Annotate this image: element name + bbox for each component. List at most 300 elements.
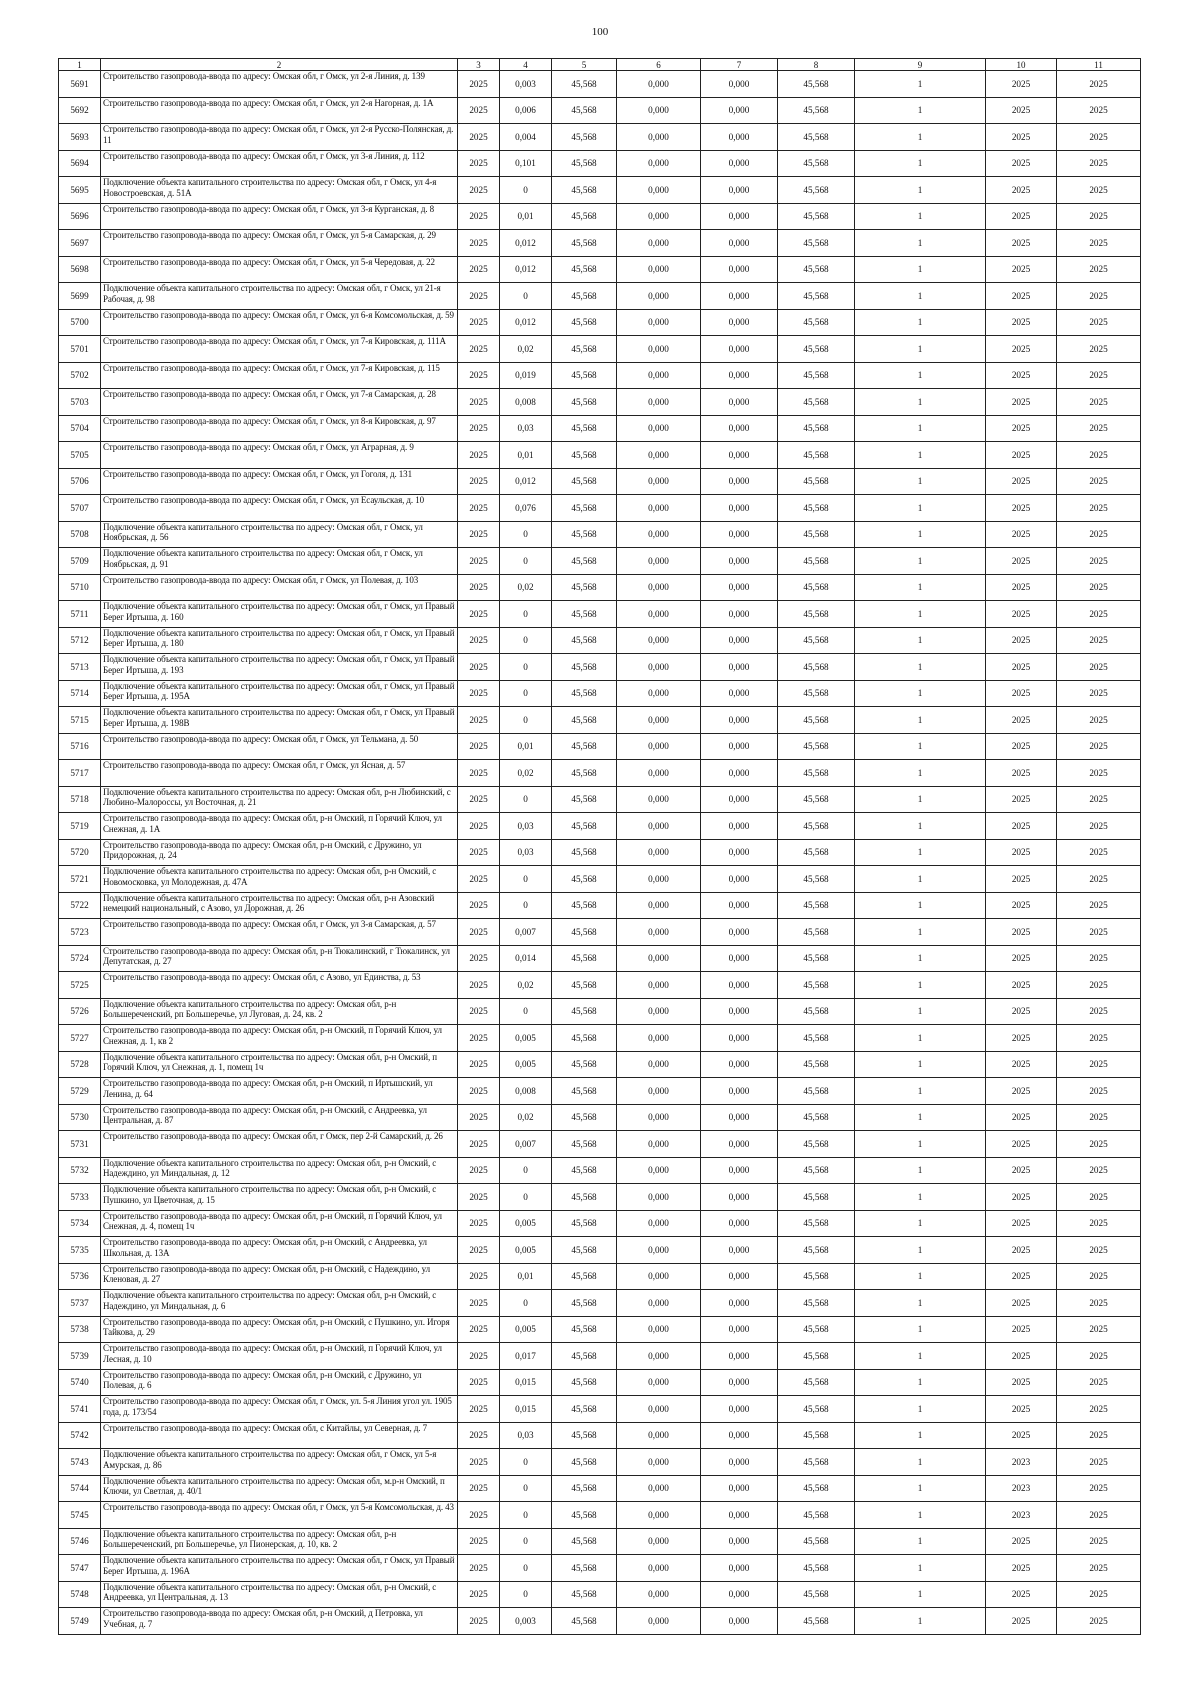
cell-year: 2025: [458, 839, 500, 866]
column-header-6: 6: [617, 59, 701, 71]
cell-cost-col-7: 0,000: [701, 892, 778, 919]
cell-description: Строительство газопровода-ввода по адресу: Омская обл, г Омск, ул 2-я Линия, д. 139: [101, 71, 458, 98]
cell-row-number: 5739: [59, 1343, 101, 1370]
column-header-10: 10: [986, 59, 1057, 71]
cell-cost-col-7: 0,000: [701, 945, 778, 972]
cell-cost-col-7: 0,000: [701, 71, 778, 98]
cell-cost-total: 45,568: [552, 945, 617, 972]
cell-description: Подключение объекта капитального строительства по адресу: Омская обл, р-н Омский, с Надеждино, ул Миндальная, д. 12: [101, 1157, 458, 1184]
cell-start-year: 2025: [986, 495, 1057, 522]
table-row: [59, 1078, 1141, 1105]
cell-year: 2025: [458, 389, 500, 416]
cell-end-year: 2025: [1057, 203, 1141, 230]
cell-cost-col-8: 45,568: [778, 283, 855, 310]
table-row: [59, 362, 1141, 389]
cell-quantity: 1: [855, 1528, 986, 1555]
cell-description: Подключение объекта капитального строительства по адресу: Омская обл, г Омск, ул Правый Берег Иртыша, д. 180: [101, 627, 458, 654]
cell-length: 0,008: [500, 1078, 552, 1105]
cell-start-year: 2025: [986, 389, 1057, 416]
cell-cost-total: 45,568: [552, 256, 617, 283]
cell-description: Подключение объекта капитального строительства по адресу: Омская обл, г Омск, ул Ноябрьская, д. 56: [101, 521, 458, 548]
cell-row-number: 5722: [59, 892, 101, 919]
cell-row-number: 5702: [59, 362, 101, 389]
table-row: [59, 124, 1141, 151]
cell-year: 2025: [458, 1422, 500, 1449]
cell-start-year: 2025: [986, 1025, 1057, 1052]
cell-row-number: 5747: [59, 1555, 101, 1582]
table-row: [59, 548, 1141, 575]
cell-length: 0,007: [500, 1131, 552, 1158]
cell-cost-col-7: 0,000: [701, 1475, 778, 1502]
cell-row-number: 5715: [59, 707, 101, 734]
cell-description: Строительство газопровода-ввода по адресу: Омская обл, г Омск, ул Полевая, д. 103: [101, 574, 458, 601]
cell-quantity: 1: [855, 1210, 986, 1237]
cell-length: 0: [500, 1502, 552, 1529]
cell-description: Строительство газопровода-ввода по адресу: Омская обл, р-н Омский, п Горячий Ключ, ул Лесная, д. 10: [101, 1343, 458, 1370]
cell-cost-col-8: 45,568: [778, 1316, 855, 1343]
cell-start-year: 2025: [986, 1237, 1057, 1264]
cell-row-number: 5710: [59, 574, 101, 601]
cell-quantity: 1: [855, 230, 986, 257]
cell-start-year: 2025: [986, 124, 1057, 151]
table-row: [59, 1316, 1141, 1343]
cell-year: 2025: [458, 945, 500, 972]
cell-cost-col-8: 45,568: [778, 177, 855, 204]
cell-quantity: 1: [855, 283, 986, 310]
cell-row-number: 5741: [59, 1396, 101, 1423]
cell-year: 2025: [458, 71, 500, 98]
cell-cost-col-7: 0,000: [701, 1396, 778, 1423]
cell-cost-col-6: 0,000: [617, 998, 701, 1025]
cell-cost-col-8: 45,568: [778, 1025, 855, 1052]
cell-start-year: 2025: [986, 919, 1057, 946]
cell-cost-col-7: 0,000: [701, 389, 778, 416]
cell-quantity: 1: [855, 1184, 986, 1211]
cell-row-number: 5723: [59, 919, 101, 946]
cell-cost-total: 45,568: [552, 998, 617, 1025]
table-row: [59, 415, 1141, 442]
cell-cost-col-6: 0,000: [617, 1343, 701, 1370]
cell-length: 0,03: [500, 839, 552, 866]
cell-cost-col-7: 0,000: [701, 1343, 778, 1370]
cell-row-number: 5721: [59, 866, 101, 893]
cell-cost-col-7: 0,000: [701, 203, 778, 230]
cell-cost-col-8: 45,568: [778, 760, 855, 787]
cell-year: 2025: [458, 1555, 500, 1582]
cell-length: 0,007: [500, 919, 552, 946]
cell-cost-col-6: 0,000: [617, 521, 701, 548]
cell-start-year: 2025: [986, 1369, 1057, 1396]
table-row: [59, 1369, 1141, 1396]
cell-year: 2025: [458, 495, 500, 522]
cell-row-number: 5693: [59, 124, 101, 151]
cell-cost-col-6: 0,000: [617, 1131, 701, 1158]
cell-year: 2025: [458, 1502, 500, 1529]
table-row: [59, 574, 1141, 601]
cell-cost-col-8: 45,568: [778, 813, 855, 840]
cell-cost-total: 45,568: [552, 150, 617, 177]
cell-cost-col-7: 0,000: [701, 654, 778, 681]
cell-cost-total: 45,568: [552, 415, 617, 442]
cell-start-year: 2025: [986, 177, 1057, 204]
cell-description: Подключение объекта капитального строительства по адресу: Омская обл, г Омск, ул Правый Берег Иртыша, д. 196А: [101, 1555, 458, 1582]
cell-cost-col-6: 0,000: [617, 495, 701, 522]
cell-end-year: 2025: [1057, 124, 1141, 151]
cell-start-year: 2023: [986, 1475, 1057, 1502]
cell-row-number: 5727: [59, 1025, 101, 1052]
cell-description: Подключение объекта капитального строительства по адресу: Омская обл, г Омск, ул Правый Берег Иртыша, д. 198В: [101, 707, 458, 734]
cell-length: 0,003: [500, 71, 552, 98]
cell-cost-total: 45,568: [552, 283, 617, 310]
cell-quantity: 1: [855, 1290, 986, 1317]
cell-cost-col-6: 0,000: [617, 203, 701, 230]
cell-quantity: 1: [855, 1422, 986, 1449]
cell-start-year: 2025: [986, 468, 1057, 495]
cell-start-year: 2025: [986, 1343, 1057, 1370]
cell-row-number: 5704: [59, 415, 101, 442]
cell-end-year: 2025: [1057, 680, 1141, 707]
table-row: [59, 1290, 1141, 1317]
cell-length: 0: [500, 1475, 552, 1502]
cell-quantity: 1: [855, 1131, 986, 1158]
table-row: [59, 998, 1141, 1025]
cell-cost-total: 45,568: [552, 760, 617, 787]
table-row: [59, 892, 1141, 919]
cell-row-number: 5738: [59, 1316, 101, 1343]
cell-quantity: 1: [855, 1555, 986, 1582]
cell-year: 2025: [458, 680, 500, 707]
cell-year: 2025: [458, 1131, 500, 1158]
cell-cost-col-6: 0,000: [617, 1449, 701, 1476]
cell-description: Строительство газопровода-ввода по адресу: Омская обл, р-н Омский, с Пушкино, ул. Игоря Тайкова, д. 29: [101, 1316, 458, 1343]
cell-cost-col-8: 45,568: [778, 442, 855, 469]
cell-row-number: 5691: [59, 71, 101, 98]
cell-row-number: 5720: [59, 839, 101, 866]
cell-start-year: 2025: [986, 336, 1057, 363]
cell-end-year: 2025: [1057, 97, 1141, 124]
cell-start-year: 2025: [986, 1131, 1057, 1158]
cell-cost-col-7: 0,000: [701, 1316, 778, 1343]
cell-cost-col-7: 0,000: [701, 1184, 778, 1211]
table-row: [59, 1555, 1141, 1582]
table-body: [59, 71, 1141, 1635]
cell-cost-col-8: 45,568: [778, 627, 855, 654]
cell-end-year: 2025: [1057, 786, 1141, 813]
cell-start-year: 2025: [986, 97, 1057, 124]
cell-end-year: 2025: [1057, 1449, 1141, 1476]
cell-cost-col-7: 0,000: [701, 601, 778, 628]
cell-length: 0,005: [500, 1237, 552, 1264]
cell-cost-total: 45,568: [552, 654, 617, 681]
cell-cost-total: 45,568: [552, 1422, 617, 1449]
cell-year: 2025: [458, 177, 500, 204]
cell-end-year: 2025: [1057, 389, 1141, 416]
cell-cost-col-6: 0,000: [617, 362, 701, 389]
cell-description: Строительство газопровода-ввода по адресу: Омская обл, г Омск, ул Есаульская, д. 10: [101, 495, 458, 522]
cell-cost-col-8: 45,568: [778, 336, 855, 363]
table-row: [59, 97, 1141, 124]
cell-cost-total: 45,568: [552, 177, 617, 204]
cell-length: 0,012: [500, 468, 552, 495]
cell-cost-col-6: 0,000: [617, 1237, 701, 1264]
column-header-7: 7: [701, 59, 778, 71]
cell-row-number: 5713: [59, 654, 101, 681]
table-row: [59, 707, 1141, 734]
cell-description: Строительство газопровода-ввода по адресу: Омская обл, р-н Омский, с Андреевка, ул Школьная, д. 13А: [101, 1237, 458, 1264]
cell-length: 0: [500, 866, 552, 893]
cell-start-year: 2025: [986, 813, 1057, 840]
cell-year: 2025: [458, 1184, 500, 1211]
cell-cost-col-8: 45,568: [778, 415, 855, 442]
cell-end-year: 2025: [1057, 230, 1141, 257]
cell-start-year: 2025: [986, 627, 1057, 654]
column-header-1: 1: [59, 59, 101, 71]
cell-end-year: 2025: [1057, 1581, 1141, 1608]
cell-description: Строительство газопровода-ввода по адресу: Омская обл, г Омск, пер 2-й Самарский, д. 26: [101, 1131, 458, 1158]
cell-end-year: 2025: [1057, 760, 1141, 787]
cell-cost-col-7: 0,000: [701, 362, 778, 389]
cell-cost-total: 45,568: [552, 1237, 617, 1264]
cell-end-year: 2025: [1057, 574, 1141, 601]
cell-row-number: 5744: [59, 1475, 101, 1502]
table-row: [59, 1528, 1141, 1555]
cell-row-number: 5737: [59, 1290, 101, 1317]
cell-cost-col-8: 45,568: [778, 1210, 855, 1237]
table-row: [59, 389, 1141, 416]
cell-length: 0,076: [500, 495, 552, 522]
table-row: [59, 495, 1141, 522]
cell-cost-col-8: 45,568: [778, 1528, 855, 1555]
cell-length: 0,014: [500, 945, 552, 972]
cell-cost-col-6: 0,000: [617, 1369, 701, 1396]
cell-quantity: 1: [855, 548, 986, 575]
cell-start-year: 2025: [986, 521, 1057, 548]
cell-description: Подключение объекта капитального строительства по адресу: Омская обл, р-н Омский, п Горячий Ключ, ул Снежная, д. 1, помещ 1ч: [101, 1051, 458, 1078]
cell-cost-col-8: 45,568: [778, 1104, 855, 1131]
cell-end-year: 2025: [1057, 362, 1141, 389]
cell-cost-col-6: 0,000: [617, 1157, 701, 1184]
cell-cost-col-8: 45,568: [778, 574, 855, 601]
cell-year: 2025: [458, 124, 500, 151]
cell-start-year: 2025: [986, 786, 1057, 813]
cell-cost-total: 45,568: [552, 548, 617, 575]
cell-year: 2025: [458, 919, 500, 946]
cell-cost-col-7: 0,000: [701, 574, 778, 601]
cell-cost-total: 45,568: [552, 839, 617, 866]
table-row: [59, 336, 1141, 363]
cell-row-number: 5714: [59, 680, 101, 707]
cell-end-year: 2025: [1057, 150, 1141, 177]
cell-cost-col-6: 0,000: [617, 150, 701, 177]
cell-year: 2025: [458, 1608, 500, 1635]
cell-row-number: 5745: [59, 1502, 101, 1529]
cell-row-number: 5740: [59, 1369, 101, 1396]
cell-cost-total: 45,568: [552, 1502, 617, 1529]
cell-cost-col-7: 0,000: [701, 97, 778, 124]
cell-quantity: 1: [855, 866, 986, 893]
cell-start-year: 2025: [986, 707, 1057, 734]
cell-cost-col-7: 0,000: [701, 177, 778, 204]
cell-row-number: 5711: [59, 601, 101, 628]
cell-start-year: 2025: [986, 839, 1057, 866]
cell-cost-col-7: 0,000: [701, 839, 778, 866]
cell-end-year: 2025: [1057, 1210, 1141, 1237]
column-header-9: 9: [855, 59, 986, 71]
cell-year: 2025: [458, 627, 500, 654]
cell-cost-col-6: 0,000: [617, 1078, 701, 1105]
cell-year: 2025: [458, 1237, 500, 1264]
cell-length: 0,03: [500, 415, 552, 442]
table-row: [59, 733, 1141, 760]
cell-quantity: 1: [855, 733, 986, 760]
cell-length: 0,02: [500, 574, 552, 601]
cell-cost-col-8: 45,568: [778, 1051, 855, 1078]
cell-row-number: 5736: [59, 1263, 101, 1290]
cell-cost-col-8: 45,568: [778, 1396, 855, 1423]
cell-start-year: 2025: [986, 71, 1057, 98]
cell-year: 2025: [458, 1369, 500, 1396]
cell-length: 0: [500, 521, 552, 548]
cell-cost-col-6: 0,000: [617, 256, 701, 283]
cell-quantity: 1: [855, 521, 986, 548]
cell-quantity: 1: [855, 203, 986, 230]
cell-length: 0,012: [500, 309, 552, 336]
cell-cost-col-8: 45,568: [778, 1608, 855, 1635]
cell-quantity: 1: [855, 760, 986, 787]
cell-row-number: 5732: [59, 1157, 101, 1184]
cell-row-number: 5717: [59, 760, 101, 787]
cell-description: Подключение объекта капитального строительства по адресу: Омская обл, р-н Омский, с Надеждино, ул Миндальная, д. 6: [101, 1290, 458, 1317]
cell-end-year: 2025: [1057, 521, 1141, 548]
cell-quantity: 1: [855, 1316, 986, 1343]
cell-row-number: 5746: [59, 1528, 101, 1555]
cell-row-number: 5700: [59, 309, 101, 336]
table-row: [59, 1608, 1141, 1635]
cell-cost-col-7: 0,000: [701, 760, 778, 787]
table-row: [59, 760, 1141, 787]
cell-description: Строительство газопровода-ввода по адресу: Омская обл, г Омск, ул 3-я Линия, д. 112: [101, 150, 458, 177]
cell-cost-col-6: 0,000: [617, 336, 701, 363]
cell-start-year: 2025: [986, 1210, 1057, 1237]
cell-end-year: 2025: [1057, 1528, 1141, 1555]
cell-quantity: 1: [855, 627, 986, 654]
cell-end-year: 2025: [1057, 1237, 1141, 1264]
cell-cost-total: 45,568: [552, 1396, 617, 1423]
cell-cost-col-7: 0,000: [701, 1104, 778, 1131]
cell-cost-col-6: 0,000: [617, 1528, 701, 1555]
cell-year: 2025: [458, 309, 500, 336]
cell-start-year: 2025: [986, 309, 1057, 336]
cell-length: 0,005: [500, 1025, 552, 1052]
cell-end-year: 2025: [1057, 813, 1141, 840]
cell-cost-col-6: 0,000: [617, 1210, 701, 1237]
cell-cost-total: 45,568: [552, 680, 617, 707]
cell-year: 2025: [458, 336, 500, 363]
cell-description: Строительство газопровода-ввода по адресу: Омская обл, г Омск, ул 2-я Нагорная, д. 1А: [101, 97, 458, 124]
cell-quantity: 1: [855, 124, 986, 151]
cell-start-year: 2023: [986, 1449, 1057, 1476]
table-row: [59, 283, 1141, 310]
cell-cost-total: 45,568: [552, 1608, 617, 1635]
cell-end-year: 2025: [1057, 972, 1141, 999]
cell-cost-col-7: 0,000: [701, 548, 778, 575]
cell-row-number: 5734: [59, 1210, 101, 1237]
cell-length: 0,005: [500, 1316, 552, 1343]
cell-cost-col-8: 45,568: [778, 1422, 855, 1449]
cell-cost-col-6: 0,000: [617, 760, 701, 787]
table-row: [59, 813, 1141, 840]
cell-end-year: 2025: [1057, 1104, 1141, 1131]
cell-cost-col-6: 0,000: [617, 1502, 701, 1529]
registry-table: [58, 58, 1141, 1635]
cell-description: Подключение объекта капитального строительства по адресу: Омская обл, г Омск, ул 4-я Новостроевская, д. 51А: [101, 177, 458, 204]
cell-cost-col-6: 0,000: [617, 866, 701, 893]
cell-cost-total: 45,568: [552, 866, 617, 893]
cell-cost-col-7: 0,000: [701, 707, 778, 734]
cell-row-number: 5694: [59, 150, 101, 177]
cell-start-year: 2025: [986, 574, 1057, 601]
cell-year: 2025: [458, 707, 500, 734]
cell-year: 2025: [458, 601, 500, 628]
cell-description: Подключение объекта капитального строительства по адресу: Омская обл, р-н Омский, с Андреевка, ул Центральная, д. 13: [101, 1581, 458, 1608]
cell-row-number: 5731: [59, 1131, 101, 1158]
table-row: [59, 1502, 1141, 1529]
cell-description: Строительство газопровода-ввода по адресу: Омская обл, г Омск, ул Тельмана, д. 50: [101, 733, 458, 760]
cell-year: 2025: [458, 203, 500, 230]
cell-description: Подключение объекта капитального строительства по адресу: Омская обл, р-н Любинский, с Любино-Малороссы, ул Восточная, д. 21: [101, 786, 458, 813]
cell-start-year: 2025: [986, 1051, 1057, 1078]
cell-length: 0,02: [500, 760, 552, 787]
cell-cost-col-6: 0,000: [617, 1290, 701, 1317]
cell-cost-col-8: 45,568: [778, 150, 855, 177]
cell-end-year: 2025: [1057, 309, 1141, 336]
cell-cost-col-8: 45,568: [778, 786, 855, 813]
cell-start-year: 2025: [986, 1263, 1057, 1290]
cell-start-year: 2025: [986, 892, 1057, 919]
cell-cost-total: 45,568: [552, 1157, 617, 1184]
cell-cost-col-6: 0,000: [617, 919, 701, 946]
cell-row-number: 5692: [59, 97, 101, 124]
cell-start-year: 2025: [986, 1555, 1057, 1582]
cell-cost-col-7: 0,000: [701, 495, 778, 522]
cell-year: 2025: [458, 866, 500, 893]
cell-year: 2025: [458, 521, 500, 548]
cell-cost-col-7: 0,000: [701, 1263, 778, 1290]
cell-description: Строительство газопровода-ввода по адресу: Омская обл, г Омск, ул 5-я Чередовая, д. 22: [101, 256, 458, 283]
cell-end-year: 2025: [1057, 177, 1141, 204]
cell-row-number: 5701: [59, 336, 101, 363]
cell-cost-col-7: 0,000: [701, 415, 778, 442]
cell-row-number: 5706: [59, 468, 101, 495]
cell-cost-col-6: 0,000: [617, 654, 701, 681]
cell-end-year: 2025: [1057, 283, 1141, 310]
cell-cost-col-7: 0,000: [701, 1210, 778, 1237]
cell-cost-total: 45,568: [552, 1025, 617, 1052]
cell-length: 0,01: [500, 1263, 552, 1290]
cell-cost-col-6: 0,000: [617, 415, 701, 442]
table-row: [59, 1131, 1141, 1158]
cell-length: 0: [500, 707, 552, 734]
cell-cost-col-8: 45,568: [778, 998, 855, 1025]
cell-cost-col-7: 0,000: [701, 813, 778, 840]
cell-quantity: 1: [855, 1475, 986, 1502]
cell-length: 0,02: [500, 1104, 552, 1131]
column-header-3: 3: [458, 59, 500, 71]
cell-row-number: 5712: [59, 627, 101, 654]
cell-end-year: 2025: [1057, 1369, 1141, 1396]
cell-cost-total: 45,568: [552, 1104, 617, 1131]
cell-length: 0: [500, 1555, 552, 1582]
